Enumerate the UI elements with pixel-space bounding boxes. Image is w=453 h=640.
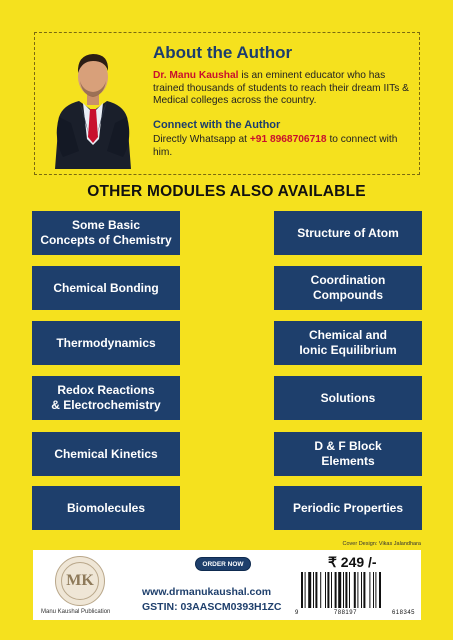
module-solutions[interactable]: Solutions bbox=[274, 376, 422, 420]
price-label: ₹ 249 /- bbox=[328, 554, 377, 570]
barcode-bar bbox=[349, 572, 350, 608]
cover-credit: Cover Design: Vikas Jalandhara bbox=[342, 541, 421, 547]
barcode-bar bbox=[301, 572, 303, 608]
connect-title: Connect with the Author bbox=[153, 119, 281, 131]
module-biomolecules[interactable]: Biomolecules bbox=[32, 486, 180, 530]
website-link[interactable]: www.drmanukaushal.com bbox=[142, 586, 272, 598]
barcode-bar bbox=[308, 572, 311, 608]
barcode-bar bbox=[345, 572, 347, 608]
barcode-bar bbox=[354, 572, 356, 608]
module-structure-of-atom[interactable]: Structure of Atom bbox=[274, 211, 422, 255]
modules-heading: OTHER MODULES ALSO AVAILABLE bbox=[87, 183, 366, 200]
barcode-bar bbox=[305, 572, 306, 608]
about-author-title: About the Author bbox=[153, 43, 293, 62]
barcode-bar bbox=[379, 572, 381, 608]
author-portrait-image bbox=[49, 39, 137, 169]
module-redox-electrochemistry[interactable]: Redox Reactions & Electrochemistry bbox=[32, 376, 180, 420]
barcode-digit-left: 788197 bbox=[333, 610, 357, 616]
barcode-bars bbox=[295, 572, 415, 610]
module-chemical-kinetics[interactable]: Chemical Kinetics bbox=[32, 432, 180, 476]
gstin-number: GSTIN: 03AASCM0393H1ZC bbox=[142, 601, 282, 613]
barcode-bar bbox=[335, 572, 337, 608]
barcode-bar bbox=[375, 572, 376, 608]
barcode-bar bbox=[363, 572, 365, 608]
barcode-bar bbox=[320, 572, 321, 608]
barcode-bar bbox=[357, 572, 358, 608]
publisher-seal-icon bbox=[55, 556, 105, 606]
barcode-bar bbox=[327, 572, 329, 608]
module-coordination-compounds[interactable]: Coordination Compounds bbox=[274, 266, 422, 310]
whatsapp-number[interactable]: +91 8968706718 bbox=[249, 134, 327, 145]
module-chemical-ionic-equilibrium[interactable]: Chemical and Ionic Equilibrium bbox=[274, 321, 422, 365]
module-thermodynamics[interactable]: Thermodynamics bbox=[32, 321, 180, 365]
about-author-section bbox=[34, 32, 420, 175]
author-bio-text: is an eminent educator who has trained thousands of students to reach their dream IITs & Medical colleges across the country. bbox=[153, 70, 409, 106]
author-name: Dr. Manu Kaushal bbox=[153, 70, 239, 81]
order-now-button[interactable]: ORDER NOW bbox=[195, 557, 251, 571]
footer-panel bbox=[33, 550, 421, 620]
barcode-bar bbox=[331, 572, 332, 608]
connect-text bbox=[153, 134, 413, 159]
barcode-icon bbox=[295, 572, 415, 610]
publisher-seal-letter: MK bbox=[61, 562, 99, 600]
module-some-basic-concepts[interactable]: Some Basic Concepts of Chemistry bbox=[32, 211, 180, 255]
barcode-bar bbox=[373, 572, 374, 608]
publisher-name: Manu Kaushal Publication bbox=[41, 609, 111, 615]
barcode-digit-right: 618345 bbox=[391, 610, 415, 616]
author-bio bbox=[153, 70, 413, 108]
barcode-bar bbox=[369, 572, 370, 608]
connect-suffix: to connect with him. bbox=[153, 134, 398, 158]
barcode-bar bbox=[343, 572, 344, 608]
module-periodic-properties[interactable]: Periodic Properties bbox=[274, 486, 422, 530]
barcode-bar bbox=[361, 572, 362, 608]
barcode-bar bbox=[338, 572, 341, 608]
module-d-f-block-elements[interactable]: D & F Block Elements bbox=[274, 432, 422, 476]
barcode-digit-lead: 9 bbox=[295, 610, 299, 616]
barcode-number bbox=[295, 610, 415, 616]
barcode-bar bbox=[313, 572, 314, 608]
barcode-bar bbox=[315, 572, 317, 608]
barcode-bar bbox=[325, 572, 326, 608]
module-chemical-bonding[interactable]: Chemical Bonding bbox=[32, 266, 180, 310]
author-photo bbox=[49, 39, 137, 169]
connect-prefix: Directly Whatsapp at bbox=[153, 134, 250, 145]
